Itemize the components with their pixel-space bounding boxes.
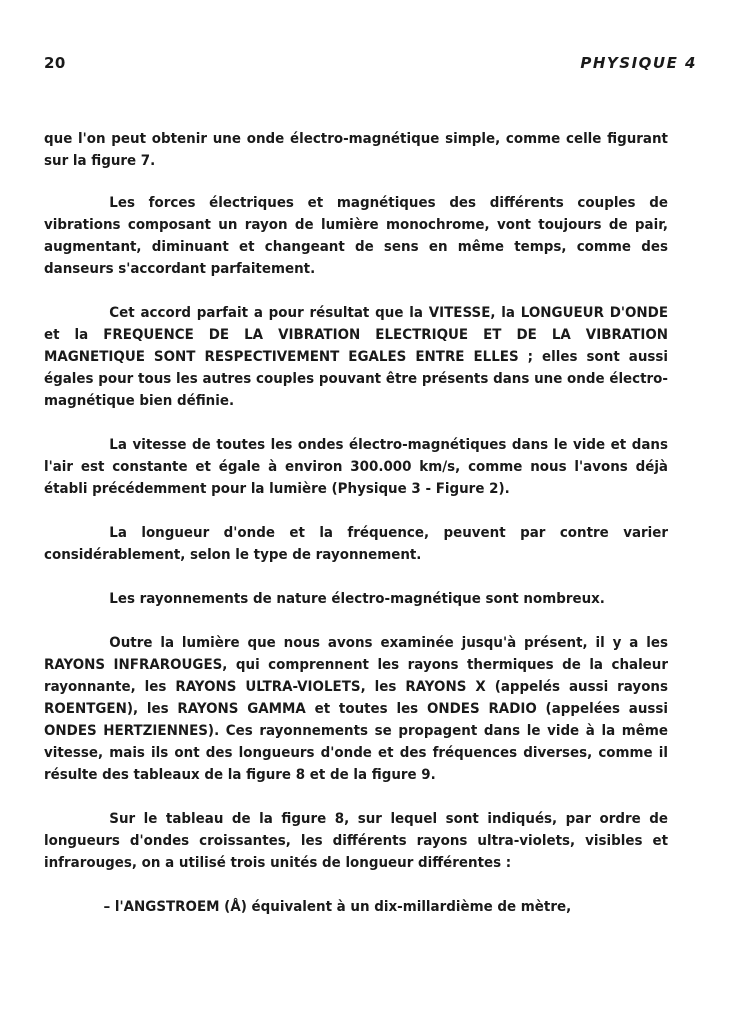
paragraph-forces: Les forces électriques et magnétiques des différents couples de vibrations composant un rayon de lumière monochrome, vont toujours de pair, augmentant, diminuant et changeant de sens en même temps, comme des danseurs s'accordant parfaitement. <box>44 195 668 277</box>
paragraph-continuation: que l'on peut obtenir une onde électro-magnétique simple, comme celle figurant sur la figure 7. <box>44 131 668 169</box>
paragraph-vitesse: La vitesse de toutes les ondes électro-magnétiques dans le vide et dans l'air est constante et égale à environ 300.000 km/s, comme nous l'avons déjà établi précédemment pour la lumière (Physique 3 - Figure 2). <box>44 437 668 497</box>
paragraph-longueur: La longueur d'onde et la fréquence, peuvent par contre varier considérablement, selon le type de rayonnement. <box>44 525 668 563</box>
list-item-angstroem: – l'ANGSTROEM (Å) équivalent à un dix-millardième de mètre, <box>103 899 572 915</box>
page-number: 20 <box>44 54 66 72</box>
paragraph-outre: Outre la lumière que nous avons examinée jusqu'à présent, il y a les RAYONS INFRAROUGES, qui comprennent les rayons thermiques de la chaleur rayonnante, les RAYONS ULTRA-VIOLETS, les RAYONS X (appelés aussi rayons ROENTGEN), les RAYONS GAMMA et toutes les ONDES RADIO (appelées aussi ONDES HERTZIENNES). Ces rayonnements se propagent dans le vide à la même vitesse, mais ils ont des longueurs d'onde et des fréquences diverses, comme il résulte des tableaux de la figure 8 et de la figure 9. <box>44 635 668 783</box>
running-title: PHYSIQUE 4 <box>580 54 697 72</box>
paragraph-tableau: Sur le tableau de la figure 8, sur lequel sont indiqués, par ordre de longueurs d'ondes croissantes, les différents rayons ultra-violets, visibles et infrarouges, on a utilisé trois unités de longueur différentes : <box>44 811 668 871</box>
paragraph-accord: Cet accord parfait a pour résultat que la VITESSE, la LONGUEUR D'ONDE et la FREQUENCE DE LA VIBRATION ELECTRIQUE ET DE LA VIBRATION MAGNETIQUE SONT RESPECTIVEMENT EGALES ENTRE ELLES ; elles sont aussi égales pour tous les autres couples pouvant être présents dans une onde électro-magnétique bien définie. <box>44 305 668 409</box>
body-text <box>44 128 668 940</box>
paragraph-rayonnements: Les rayonnements de nature électro-magnétique sont nombreux. <box>109 591 605 607</box>
